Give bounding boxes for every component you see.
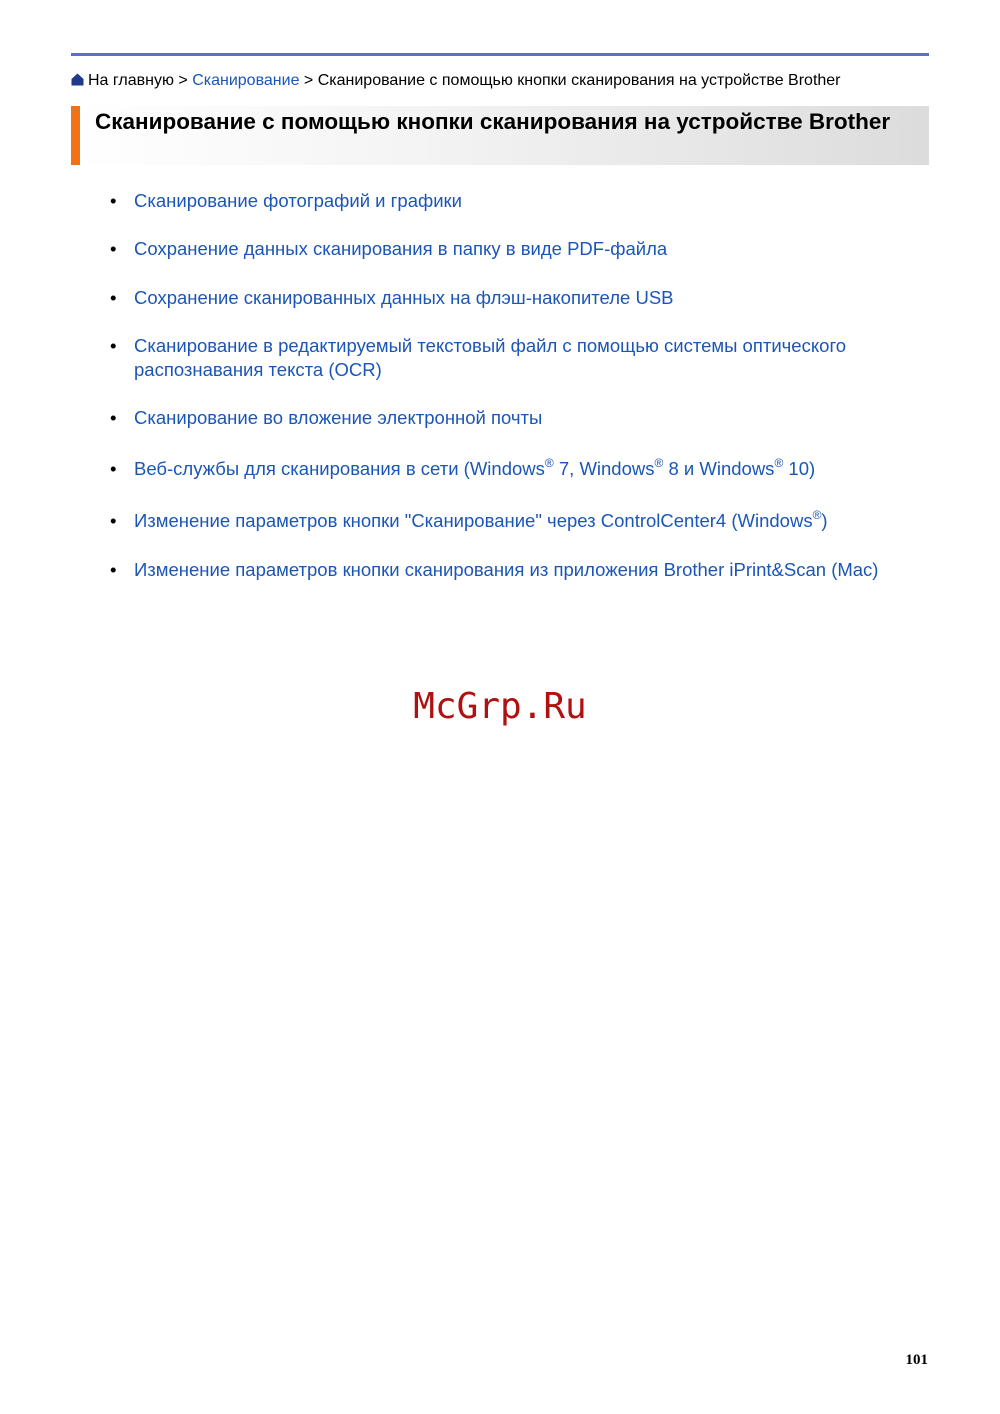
bullet: • bbox=[110, 559, 117, 580]
link-scan-to-email[interactable]: Сканирование во вложение электронной почты bbox=[134, 407, 543, 428]
link-scan-photos[interactable]: Сканирование фотографий и графики bbox=[134, 190, 462, 211]
link-text: 10) bbox=[783, 458, 816, 479]
breadcrumb-link-scan[interactable]: Сканирование bbox=[192, 72, 300, 89]
breadcrumb-current: Сканирование с помощью кнопки сканирования на устройстве Brother bbox=[317, 72, 841, 89]
registered-mark: ® bbox=[774, 456, 784, 470]
bullet: • bbox=[110, 407, 117, 428]
bullet: • bbox=[110, 238, 117, 259]
bullet: • bbox=[110, 335, 117, 356]
title-bar bbox=[71, 106, 929, 165]
link-iprint-scan-settings[interactable]: Изменение параметров кнопки сканирования из приложения Brother iPrint&Scan (Mac) bbox=[134, 559, 879, 580]
bullet: • bbox=[110, 510, 117, 531]
link-controlcenter4-settings[interactable] bbox=[134, 509, 919, 533]
registered-mark: ® bbox=[812, 508, 822, 522]
breadcrumb bbox=[71, 71, 841, 91]
bullet: • bbox=[110, 190, 117, 211]
link-text: 8 и Windows bbox=[663, 458, 775, 479]
home-icon[interactable] bbox=[71, 73, 84, 86]
link-text: 7, Windows bbox=[553, 458, 655, 479]
bullet: • bbox=[110, 458, 117, 479]
link-text: ) bbox=[821, 510, 828, 531]
registered-mark: ® bbox=[654, 456, 664, 470]
link-text: Изменение параметров кнопки "Сканирование" через ControlCenter4 (Windows bbox=[134, 510, 813, 531]
watermark: McGrp.Ru bbox=[413, 686, 587, 727]
bullet: • bbox=[110, 287, 117, 308]
link-text: Веб-службы для сканирования в сети (Windows bbox=[134, 458, 545, 479]
page-title: Сканирование с помощью кнопки сканирования на устройстве Brother bbox=[95, 109, 891, 134]
registered-mark: ® bbox=[544, 456, 554, 470]
breadcrumb-home[interactable]: На главную bbox=[88, 72, 174, 89]
breadcrumb-separator: > bbox=[303, 72, 314, 89]
link-web-services-scan[interactable] bbox=[134, 457, 919, 481]
link-scan-to-pdf[interactable]: Сохранение данных сканирования в папку в виде PDF-файла bbox=[134, 238, 668, 259]
page-number: 101 bbox=[905, 1352, 928, 1368]
link-scan-to-ocr[interactable]: Сканирование в редактируемый текстовый файл с помощью системы оптического распознавания текста (OCR) bbox=[134, 335, 847, 380]
title-accent-bar bbox=[71, 106, 80, 165]
top-rule bbox=[71, 53, 929, 56]
link-scan-to-usb[interactable]: Сохранение сканированных данных на флэш-накопителе USB bbox=[134, 287, 674, 308]
breadcrumb-separator: > bbox=[178, 72, 188, 89]
